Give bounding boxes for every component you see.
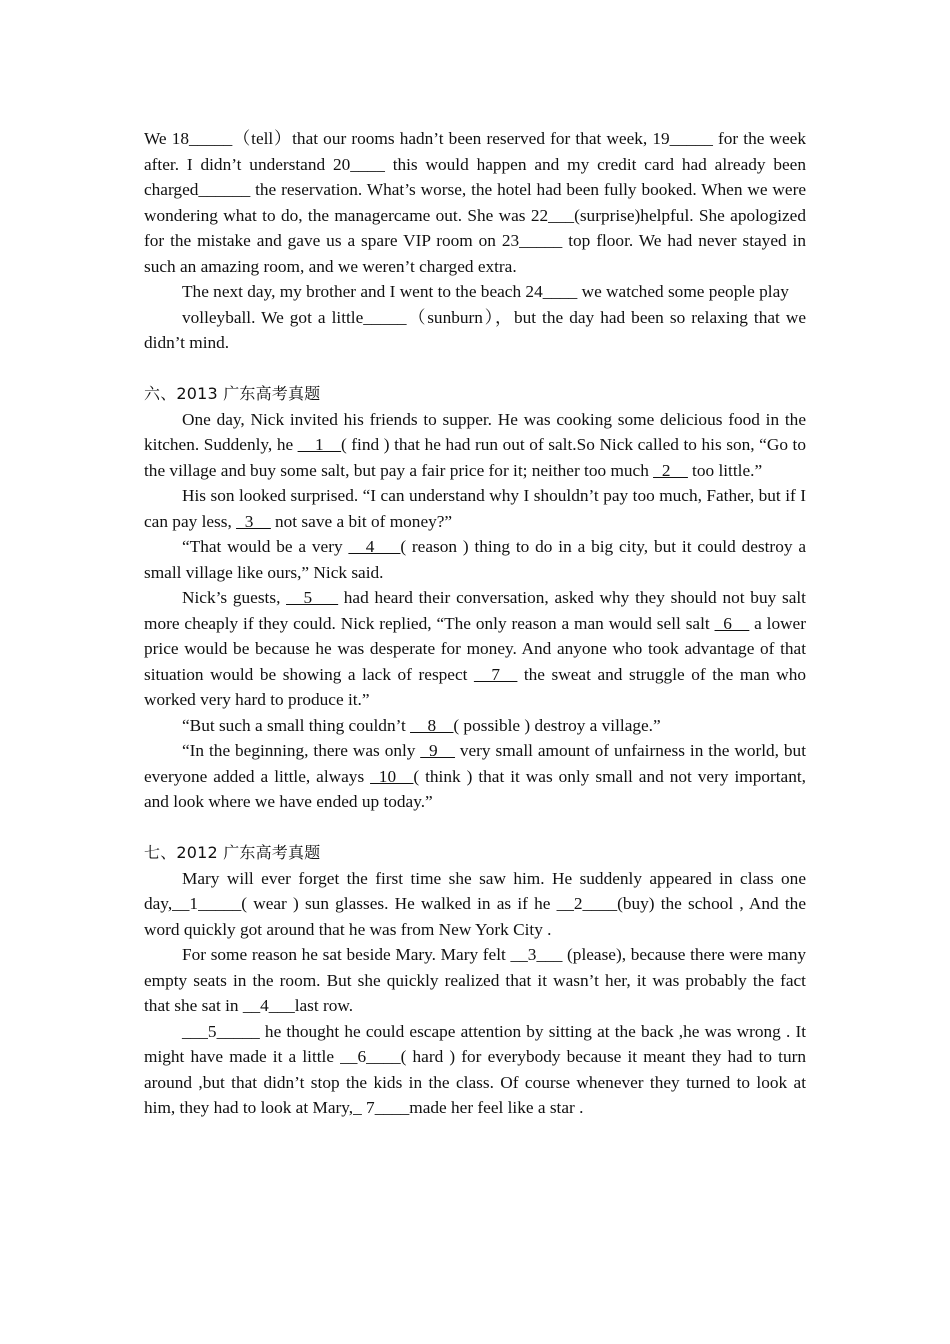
- blank: _9__: [420, 741, 455, 760]
- blank: __5___: [286, 588, 339, 607]
- passage-paragraph: volleyball. We got a little_____（sunburn），but the day had been so relaxing that we didn’t mind.: [144, 307, 806, 352]
- passage-paragraph: “In the beginning, there was only _9__ very small amount of unfairness in the world, but everyone added a little, always _10__( think ) that it was only small and not very important, and look where we have ended up today.”: [144, 741, 806, 811]
- blank: _6__: [714, 613, 750, 633]
- blank: _10__: [370, 766, 414, 786]
- section-heading: 六、2013 广东高考真题: [144, 384, 321, 403]
- passage-paragraph: His son looked surprised. “I can understand why I shouldn’t pay too much, Father, but if I can pay less, _3__ not save a bit of money?”: [144, 486, 806, 531]
- blank: _2__: [653, 460, 688, 480]
- passage-paragraph: For some reason he sat beside Mary. Mary felt __3___ (please), because there were many empty seats in the room. But she quickly realized that it wasn’t her, it was probably the fact that she sat in __4___last row.: [144, 945, 806, 1015]
- passage-paragraph: “That would be a very __4___( reason ) thing to do in a big city, but it could destroy a small village like ours,” Nick said.: [144, 537, 806, 582]
- passage-paragraph: The next day, my brother and I went to the beach 24____ we watched some people play: [182, 282, 789, 301]
- blank: __4___: [348, 537, 401, 556]
- passage-paragraph: One day, Nick invited his friends to supper. He was cooking some delicious food in the kitchen. Suddenly, he __1__( find ) that he had run out of salt.So Nick called to his son, “Go to the village and buy some salt, but pay a fair price for it; neither too much _2__ too little.”: [144, 409, 806, 480]
- passage-paragraph: “But such a small thing couldn’t __8__( possible ) destroy a village.”: [182, 715, 661, 735]
- passage-paragraph: ___5_____ he thought he could escape attention by sitting at the back ,he was wrong . It might have made it a little __6____( hard ) for everybody because it meant they had to turn around ,but that didn’t stop the kids in the class. Of course whenever they turned to look at him, they had to look at Mary,_ 7____made her feel like a star .: [144, 1021, 806, 1117]
- passage-paragraph: Nick’s guests, __5___ had heard their conversation, asked why they should not buy salt more cheaply if they could. Nick replied, “The only reason a man would sell salt _6__ a lower price would be because he was desperate for money. And anyone who took advantage of that situation would be showing a lack of respect __7__ the sweat and struggle of the man who worked very hard to produce it.”: [144, 588, 807, 709]
- document-page: [144, 126, 806, 1121]
- passage-paragraph: Mary will ever forget the first time she saw him. He suddenly appeared in class one day,__1_____( wear ) sun glasses. He walked in as if he __2____(buy) the school , And the word quickly got around that he was from New York City .: [144, 868, 806, 939]
- blank: _3__: [236, 511, 271, 531]
- blank: __8__: [410, 715, 454, 735]
- blank: __1__: [297, 435, 341, 454]
- section-heading: 七、2012 广东高考真题: [144, 843, 321, 862]
- passage-paragraph: We 18_____（tell）that our rooms hadn’t been reserved for that week, 19_____ for the week after. I didn’t understand 20____ this would happen and my credit card had already been charged______ the reservation. What’s worse, the hotel had been fully booked. When we were wondering what to do, the managercame out. She was 22___(surprise)helpful. She apologized for the mistake and gave us a spare VIP room on 23_____ top floor. We had never stayed in such an amazing room, and we weren’t charged extra.: [144, 129, 806, 276]
- blank: __7__: [474, 664, 518, 684]
